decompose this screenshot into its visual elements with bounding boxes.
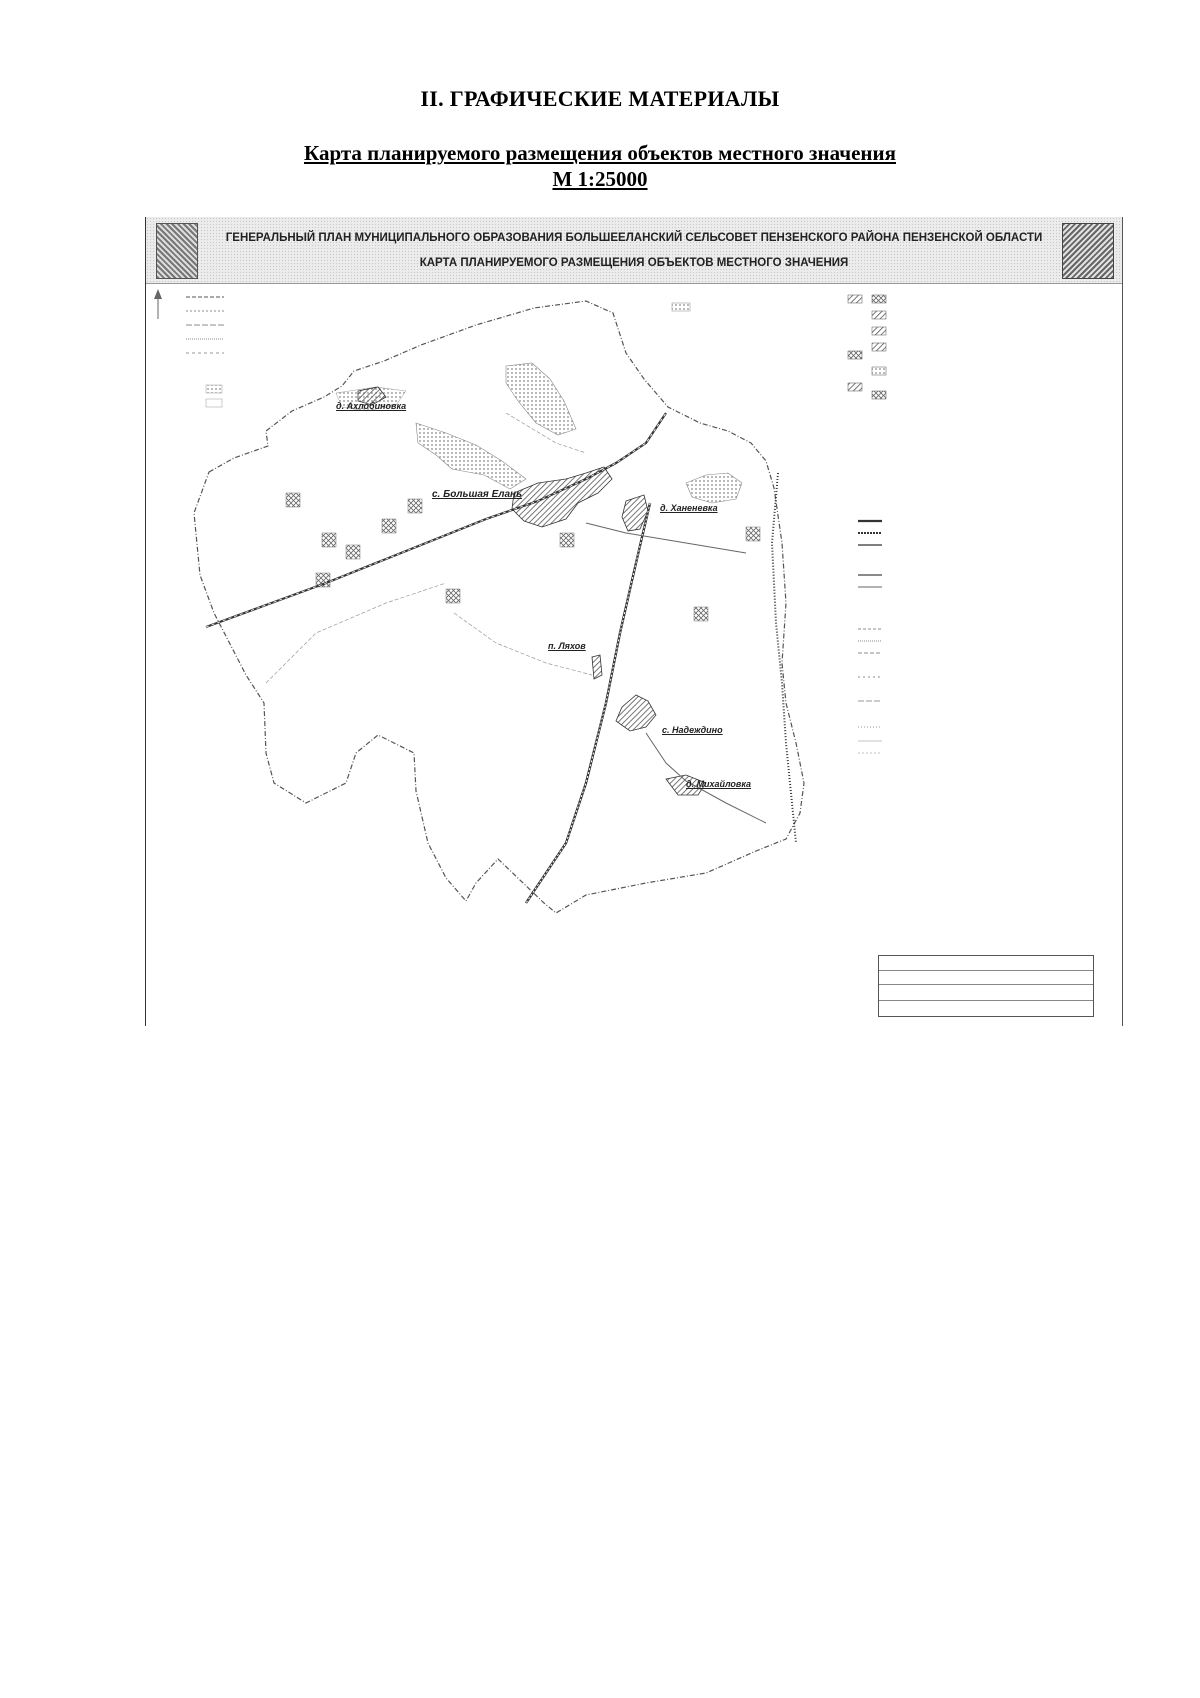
map-canvas (146, 283, 1122, 1026)
municipality-boundary (194, 301, 804, 913)
planned-object (382, 519, 396, 533)
north-arrow-icon (154, 289, 162, 319)
planned-object (746, 527, 760, 541)
map-title-banner (146, 217, 1122, 284)
legend-swatch (206, 385, 222, 393)
settlement-label-lyakhov: п. Ляхов (548, 641, 586, 651)
planned-object (694, 607, 708, 621)
planned-object (322, 533, 336, 547)
settlement-label-akhlobinovka: д. Ахлобиновка (336, 401, 407, 411)
legend-swatch (872, 295, 886, 303)
legend-swatch (872, 343, 886, 351)
planned-object (560, 533, 574, 547)
title-block (878, 955, 1094, 1017)
left-legend-swatches (186, 297, 224, 407)
forest-area (506, 363, 576, 435)
legend-swatch (872, 391, 886, 399)
legend-swatch (848, 383, 862, 391)
legend-swatch (872, 327, 886, 335)
forest-area (686, 473, 742, 503)
forest-area (416, 423, 526, 489)
right-legend-line-swatches (858, 521, 882, 753)
legend-swatch (848, 295, 862, 303)
planned-object (446, 589, 460, 603)
settlement-label-khanenevka: д. Ханеневка (660, 503, 718, 513)
federal-road (772, 473, 796, 843)
legend-swatch (872, 367, 886, 375)
settlement-area (616, 695, 656, 731)
company-logo-icon (1062, 223, 1114, 279)
map-scale: М 1:25000 (552, 167, 648, 191)
local-road (646, 733, 766, 823)
planned-object (286, 493, 300, 507)
right-legend-swatches (672, 295, 886, 399)
legend-swatch (872, 311, 886, 319)
district-emblem-icon (156, 223, 198, 279)
map-sheet-title: КАРТА ПЛАНИРУЕМОГО РАЗМЕЩЕНИЯ ОБЪЕКТОВ МЕСТНОГО ЗНАЧЕНИЯ (419, 257, 849, 269)
settlement-label-mikhailovka: д. Михайловка (686, 779, 752, 789)
settlement-area (512, 467, 612, 527)
legend-swatch (206, 399, 222, 407)
settlement-label-nadezhdino: с. Надеждино (662, 725, 723, 735)
planned-object (346, 545, 360, 559)
map-general-plan-title: ГЕНЕРАЛЬНЫЙ ПЛАН МУНИЦИПАЛЬНОГО ОБРАЗОВАНИЯ БОЛЬШЕЕЛАНСКИЙ СЕЛЬСОВЕТ ПЕНЗЕНСКОГО РАЙОНА ПЕНЗЕНСКОЙ ОБЛАСТИ (225, 232, 1043, 244)
section-title: II. ГРАФИЧЕСКИЕ МАТЕРИАЛЫ (420, 86, 780, 111)
local-road (266, 583, 446, 683)
planned-object (408, 499, 422, 513)
local-road (586, 523, 746, 553)
map-caption: Карта планируемого размещения объектов местного значения (304, 141, 896, 165)
legend-swatch (848, 351, 862, 359)
settlement-label-bolshaya-elan: с. Большая Елань (432, 489, 523, 500)
map-sheet (145, 217, 1123, 1026)
legend-swatch (672, 303, 690, 311)
settlement-area (592, 655, 602, 679)
